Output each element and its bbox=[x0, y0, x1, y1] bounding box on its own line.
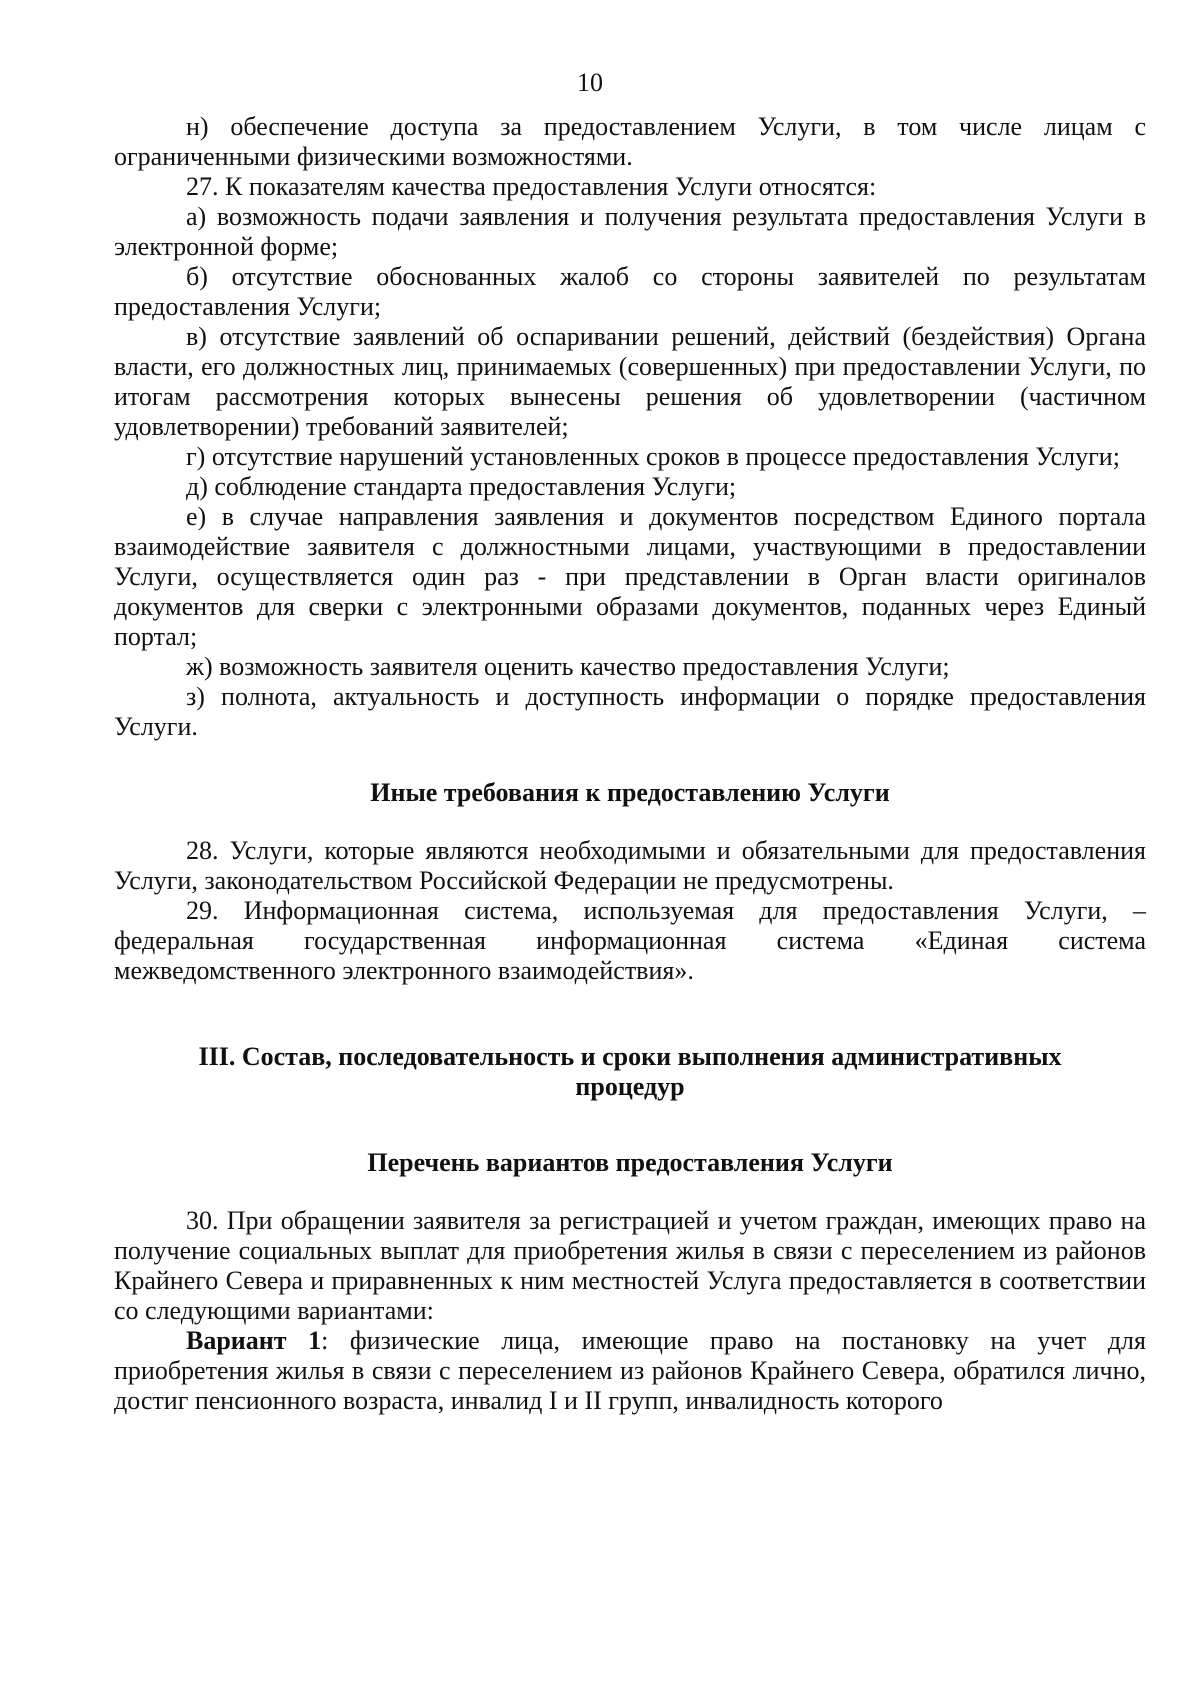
paragraph-z: з) полнота, актуальность и доступность информации о порядке предоставления Услуги. bbox=[114, 682, 1146, 741]
paragraph-27: 27. К показателям качества предоставления Услуги относятся: bbox=[186, 172, 877, 201]
page-number: 10 bbox=[577, 68, 603, 97]
variant-1-text: : физические лица, имеющие право на постановку на учет для приобретения жилья в связи с переселением из районов Крайнего Севера, обратился лично, достиг пенсионного возраста, инвалид I и II групп, инвалидность которого bbox=[114, 1326, 1146, 1415]
paragraph-variant-1 bbox=[114, 1326, 1146, 1416]
paragraph-a: а) возможность подачи заявления и получения результата предоставления Услуги в электронной форме; bbox=[114, 202, 1146, 261]
paragraph-d: д) соблюдение стандарта предоставления Услуги; bbox=[186, 472, 737, 501]
paragraph-v: в) отсутствие заявлений об оспаривании решений, действий (бездействия) Органа власти, его должностных лиц, принимаемых (совершенных) при предоставлении Услуги, по итогам рассмотрения которых вынесены решения об удовлетворении (частичном удовлетворении) требований заявителей; bbox=[114, 322, 1146, 441]
paragraph-g: г) отсутствие нарушений установленных сроков в процессе предоставления Услуги; bbox=[186, 442, 1120, 471]
paragraph-b: б) отсутствие обоснованных жалоб со стороны заявителей по результатам предоставления Услуги; bbox=[114, 262, 1146, 321]
section-heading-variants-list: Перечень вариантов предоставления Услуги bbox=[367, 1148, 893, 1177]
paragraph-30: 30. При обращении заявителя за регистрацией и учетом граждан, имеющих право на получение социальных выплат для приобретения жилья в связи с переселением из районов Крайнего Севера и приравненных к ним местностей Услуга предоставляется в соответствии со следующими вариантами: bbox=[114, 1206, 1146, 1325]
paragraph-28: 28. Услуги, которые являются необходимыми и обязательными для предоставления Услуги, законодательством Российской Федерации не предусмотрены. bbox=[114, 836, 1146, 895]
section-heading-other-requirements: Иные требования к предоставлению Услуги bbox=[370, 778, 890, 807]
paragraph-zh: ж) возможность заявителя оценить качество предоставления Услуги; bbox=[186, 652, 950, 681]
paragraph-29: 29. Информационная система, используемая для предоставления Услуги, – федеральная государственная информационная система «Единая система межведомственного электронного взаимодействия». bbox=[114, 896, 1146, 985]
paragraph-e: е) в случае направления заявления и документов посредством Единого портала взаимодействие заявителя с должностными лицами, участвующими в предоставлении Услуги, осуществляется один раз - при представлении в Орган власти оригиналов документов для сверки с электронными образами документов, поданных через Единый портал; bbox=[114, 502, 1146, 651]
chapter-heading-iii: III. Состав, последовательность и сроки выполнения административных процедур bbox=[198, 1042, 1062, 1101]
paragraph-n: н) обеспечение доступа за предоставлением Услуги, в том числе лицам с ограниченными физическими возможностями. bbox=[114, 112, 1146, 171]
document-body bbox=[114, 112, 1146, 1416]
variant-1-label: Вариант 1 bbox=[186, 1326, 322, 1355]
